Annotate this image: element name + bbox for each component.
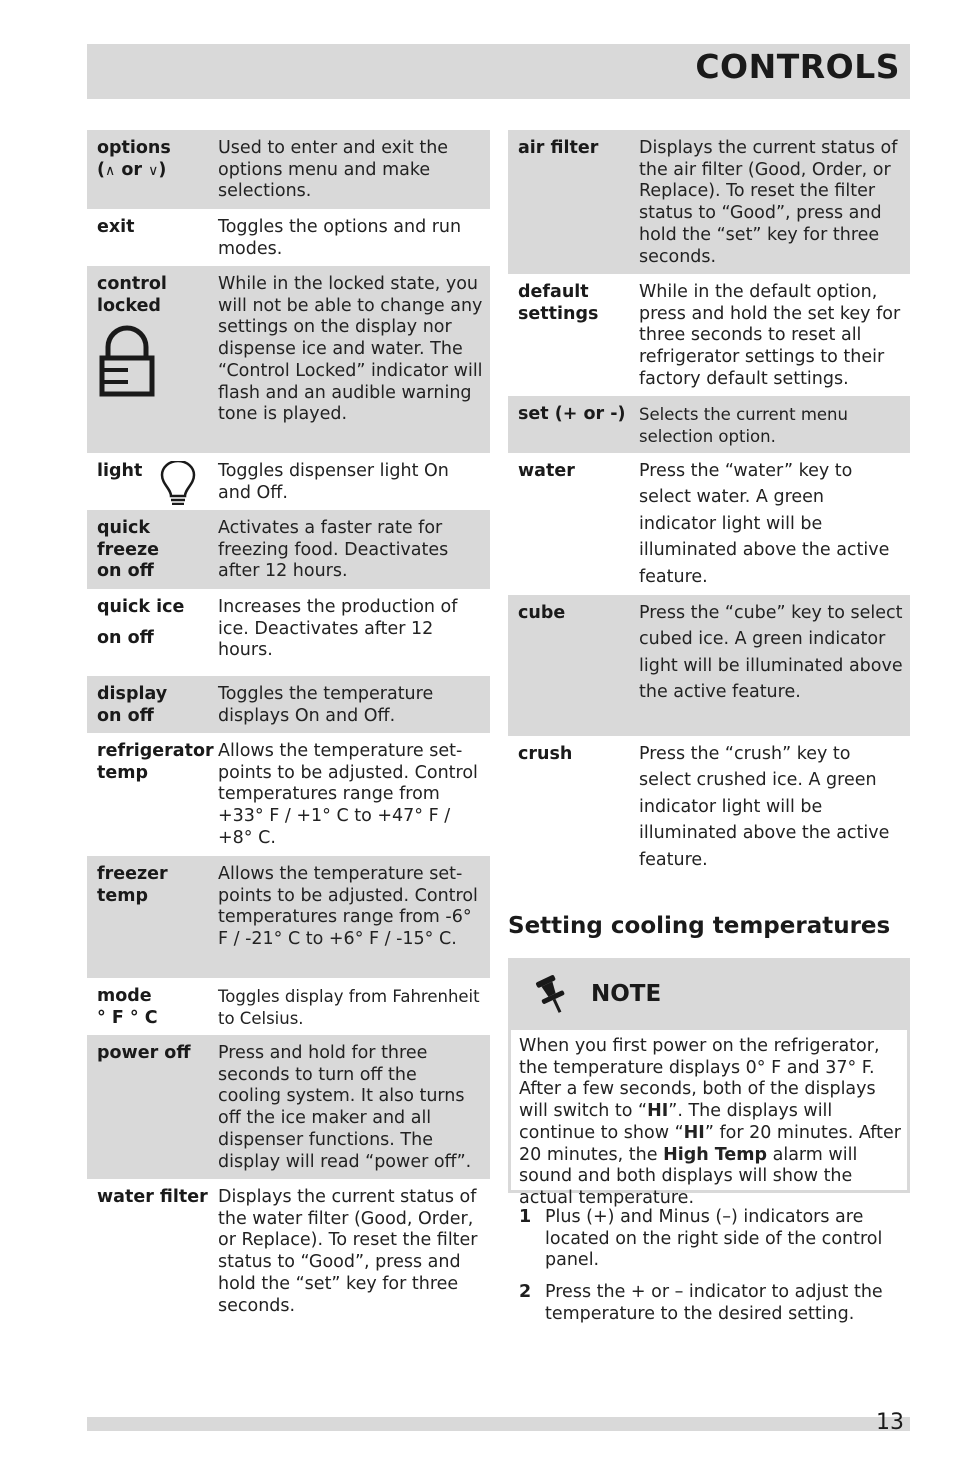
term-quick-ice: quick ice on off — [97, 597, 185, 648]
table-row-water — [508, 453, 910, 595]
note-body: When you first power on the refrigerator, the temperature displays 0° F and 37° F. After a few seconds, both of the displays will switch to “HI”. The displays will continue to show “HI” for 20 minutes. After 20 minutes, the High Temp alarm will sound and both displays will show the actual temperature. — [519, 1036, 901, 1208]
term-water: water — [518, 461, 575, 481]
term-air-filter: air filter — [518, 138, 599, 158]
term-mode: mode ° F ° C — [97, 986, 158, 1028]
term-set: set (+ or -) — [518, 404, 626, 424]
term-light-label: light — [97, 461, 143, 481]
right-controls-table — [508, 130, 910, 878]
desc-options: Used to enter and exit the options menu and make selections. — [218, 138, 449, 202]
desc-refrigerator-temp: Allows the temperature set-points to be adjusted. Control temperatures range from +33° F / +1° C to +47° F / +8° C. — [218, 741, 478, 848]
lock-icon — [97, 324, 157, 398]
term-power-off: power off — [97, 1043, 191, 1063]
table-row-light — [87, 453, 490, 510]
desc-mode: Toggles display from Fahrenheit to Celsius. — [218, 987, 480, 1028]
desc-water-filter: Displays the current status of the water filter (Good, Order, or Replace). To reset the filter status to “Good”, press and hold the “set” key for three seconds. — [218, 1187, 478, 1316]
desc-crush: Press the “crush” key to select crushed ice. A green indicator light will be illuminated above the active feature. — [639, 744, 890, 870]
page-number: 13 — [876, 1410, 904, 1435]
page-header — [87, 44, 910, 99]
term-options-label: options — [97, 138, 171, 158]
table-row-power-off — [87, 1035, 490, 1179]
table-row-cube — [508, 595, 910, 736]
note-header — [511, 961, 907, 1030]
term-exit: exit — [97, 217, 135, 237]
caret-up-icon: ∧ — [105, 162, 116, 179]
desc-quick-freeze: Activates a faster rate for freezing food. Deactivates after 12 hours. — [218, 518, 449, 582]
term-light — [87, 461, 218, 510]
term-default-settings: default settings — [518, 282, 599, 324]
term-freezer-temp: freezer temp — [97, 864, 168, 906]
desc-quick-ice: Increases the production of ice. Deactivates after 12 hours. — [218, 597, 458, 661]
desc-air-filter: Displays the current status of the air filter (Good, Order, or Replace). To reset the filter status to “Good”, press and hold the “set” key for three seconds. — [639, 138, 898, 267]
table-row-default-settings — [508, 274, 910, 396]
table-row-control-locked — [87, 266, 490, 453]
desc-cube: Press the “cube” key to select cubed ice. A green indicator light will be illuminated above the active feature. — [639, 603, 903, 703]
desc-display: Toggles the temperature displays On and Off. — [218, 684, 434, 726]
term-quick-freeze: quick freeze on off — [97, 518, 160, 582]
desc-power-off: Press and hold for three seconds to turn off the cooling system. It also turns off the ice maker and all dispenser functions. The display will read “power off”. — [218, 1043, 472, 1172]
section-heading: Setting cooling temperatures — [508, 913, 891, 939]
page-title: CONTROLS — [695, 47, 900, 86]
table-row-freezer-temp — [87, 856, 490, 978]
term-control-locked-label: control locked — [97, 274, 167, 316]
desc-default-settings: While in the default option, press and hold the set key for three seconds to reset all refrigerator settings to their factory default settings. — [639, 282, 901, 389]
list-item: 2 Press the + or – indicator to adjust the temperature to the desired setting. — [519, 1282, 883, 1324]
table-row-display — [87, 676, 490, 733]
term-options: options (∧ or ∨) — [97, 138, 171, 180]
table-row-options — [87, 130, 490, 209]
table-row-quick-ice — [87, 589, 490, 676]
desc-water: Press the “water” key to select water. A green indicator light will be illuminated above the active feature. — [639, 461, 890, 587]
term-water-filter: water filter — [97, 1187, 208, 1207]
desc-light: Toggles dispenser light On and Off. — [218, 461, 449, 503]
caret-down-icon: ∨ — [148, 162, 159, 179]
table-row-air-filter — [508, 130, 910, 274]
table-row-exit — [87, 209, 490, 266]
term-cube: cube — [518, 603, 566, 623]
desc-set: Selects the current menu selection option. — [639, 405, 848, 446]
table-row-crush — [508, 736, 910, 878]
pushpin-icon — [534, 975, 570, 1015]
term-control-locked — [87, 274, 218, 453]
list-item: 1 Plus (+) and Minus (–) indicators are located on the right side of the control panel. — [519, 1207, 883, 1271]
desc-control-locked: While in the locked state, you will not be able to change any settings on the display nor dispense ice and water. The “Control Locked” indicator will flash and an audible warning tone is played. — [218, 274, 483, 425]
desc-exit: Toggles the options and run modes. — [218, 217, 462, 259]
table-row-mode — [87, 978, 490, 1035]
footer-bar — [87, 1417, 910, 1431]
desc-freezer-temp: Allows the temperature set-points to be adjusted. Control temperatures range from -6° F / -21° C to +6° F / -15° C. — [218, 864, 478, 950]
term-refrigerator-temp: refrigerator temp — [97, 741, 214, 783]
term-display: display on off — [97, 684, 168, 726]
steps-list — [519, 1207, 904, 1336]
lightbulb-icon — [160, 461, 196, 505]
term-crush: crush — [518, 744, 573, 764]
table-row-refrigerator-temp — [87, 733, 490, 856]
left-controls-table — [87, 130, 490, 1323]
table-row-quick-freeze — [87, 510, 490, 589]
table-row-water-filter — [87, 1179, 490, 1323]
note-box — [508, 958, 910, 1208]
table-row-set — [508, 396, 910, 453]
note-title: NOTE — [591, 981, 662, 1007]
